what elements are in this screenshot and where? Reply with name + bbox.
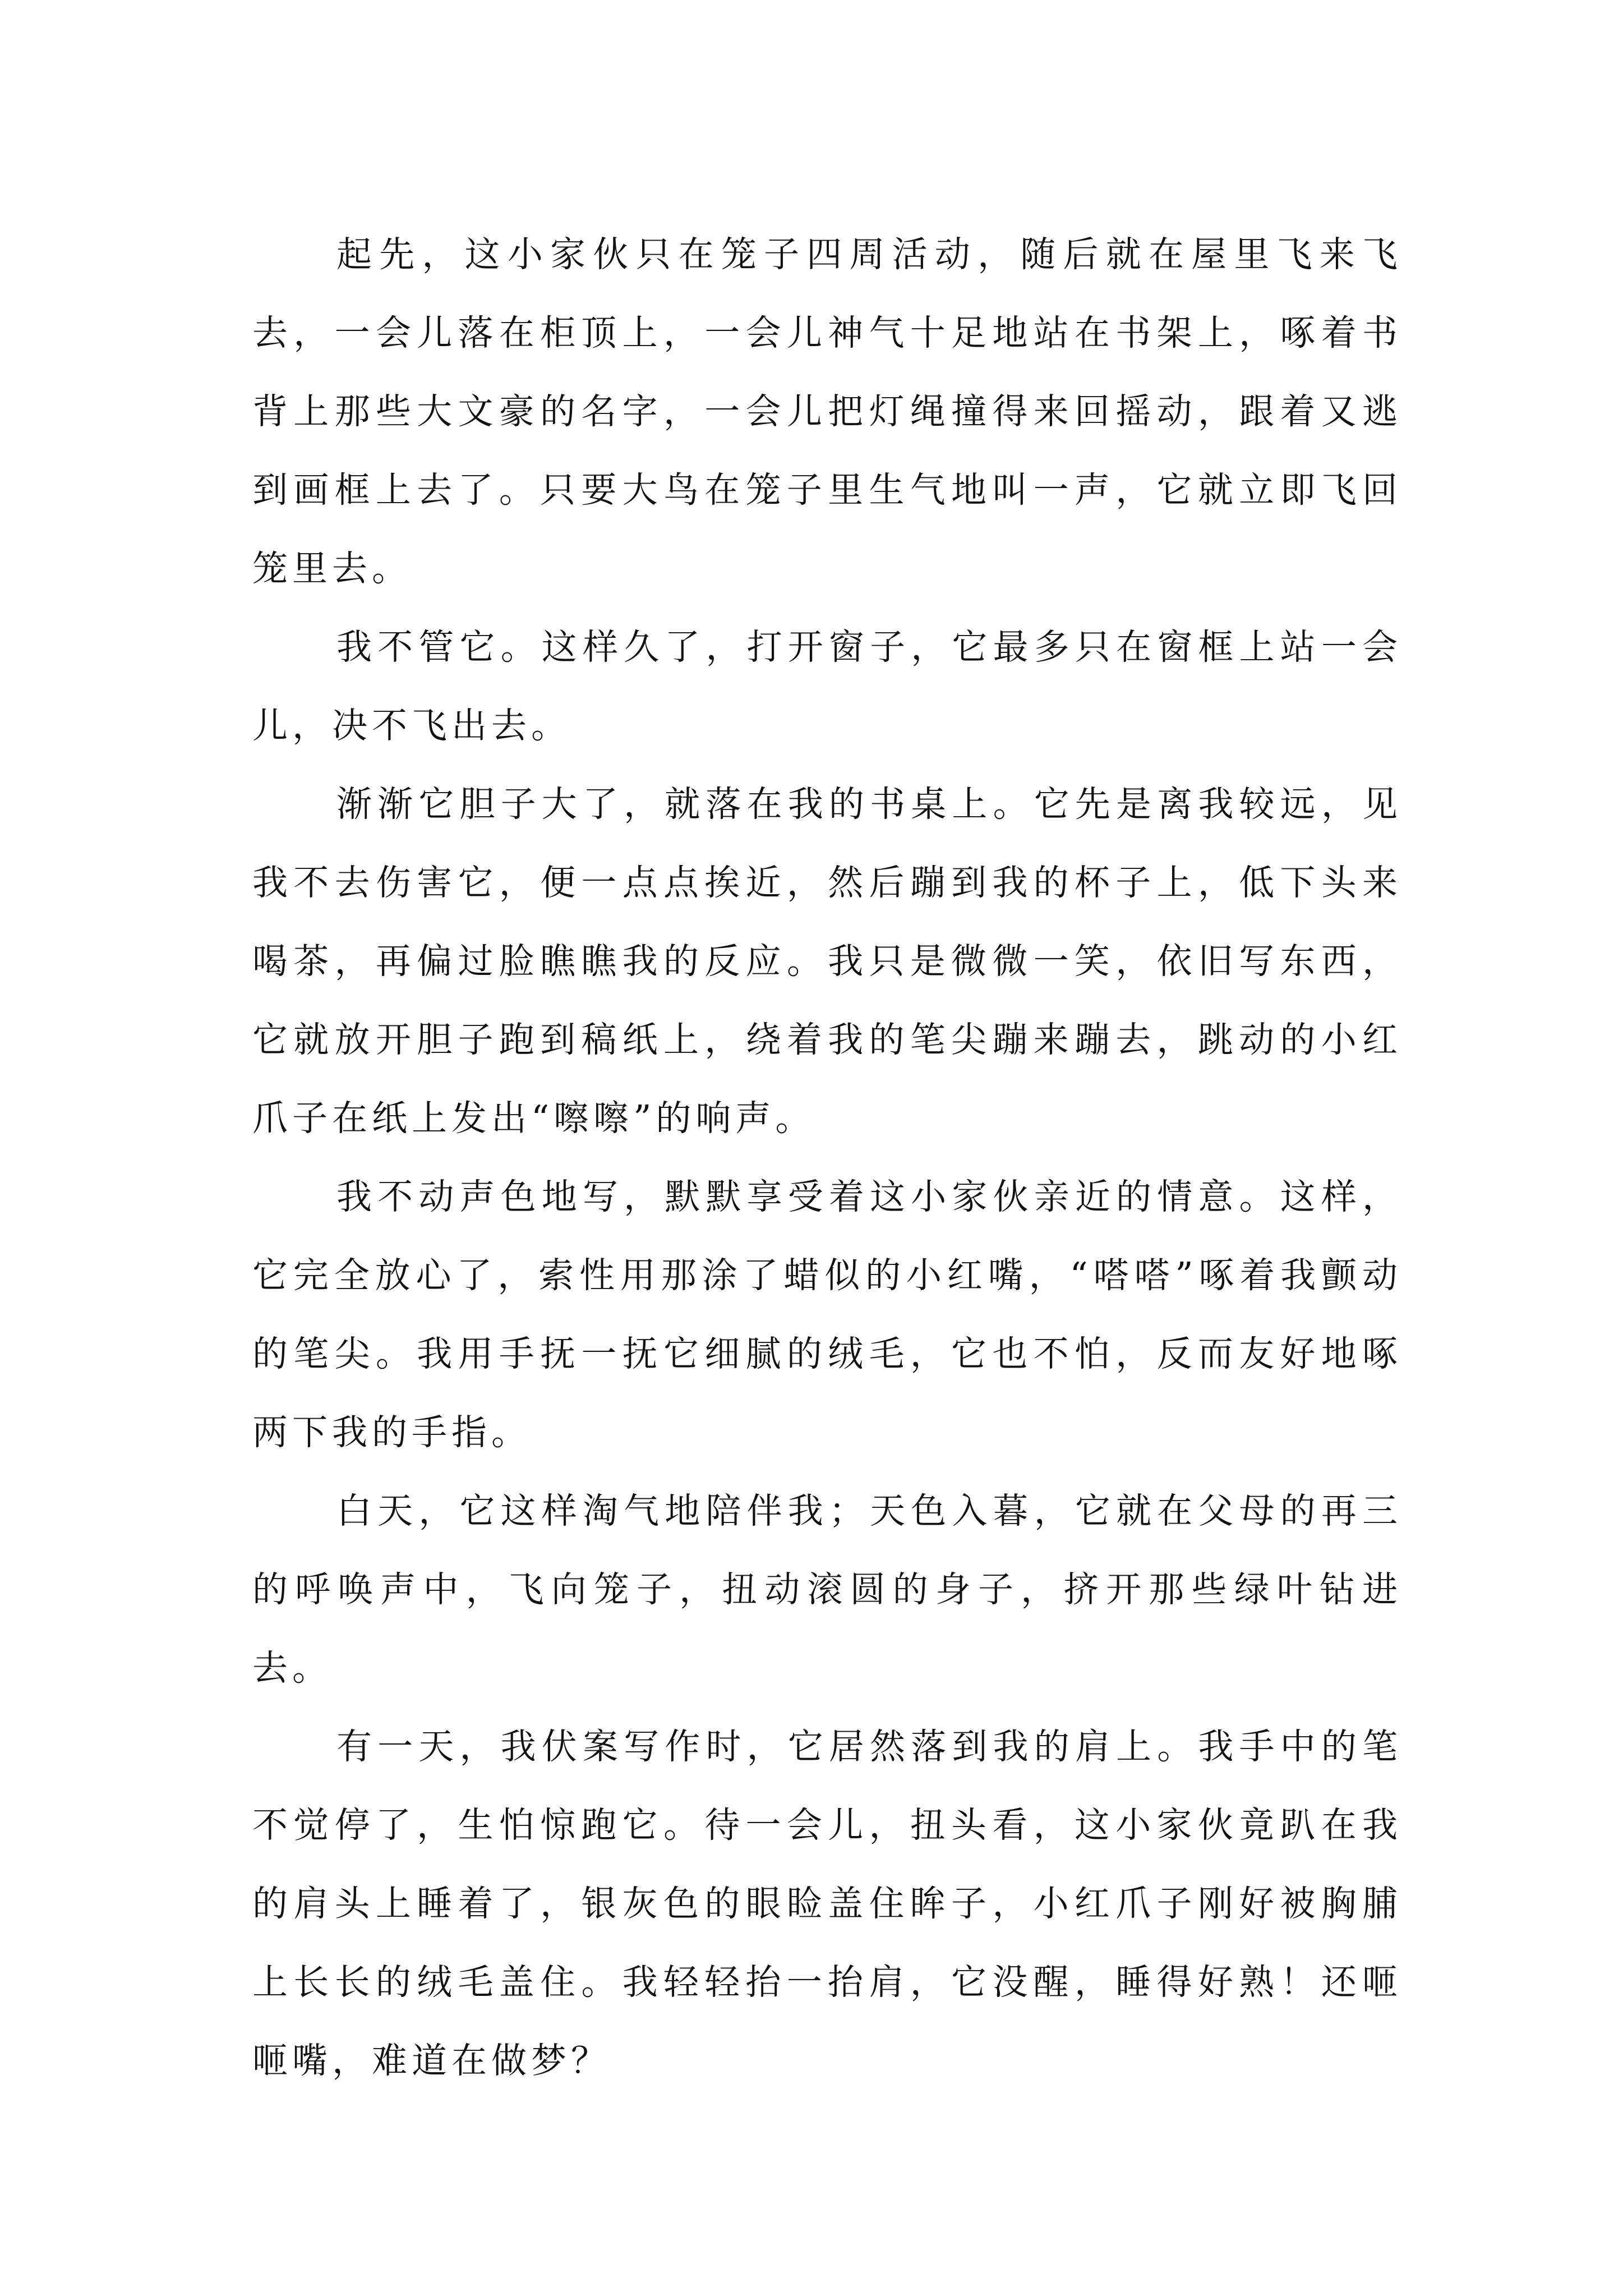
paragraph-1: 起先，这小家伙只在笼子四周活动，随后就在屋里飞来飞去，一会儿落在柜顶上，一会儿神气十足地站在书架上，啄着书背上那些大文豪的名字，一会儿把灯绳撞得来回摇动，跟着又逃到画框上去了。只要大鸟在笼子里生气地叫一声，它就立即飞回笼里去。 (252, 234, 1402, 589)
paragraph-6: 有一天，我伏案写作时，它居然落到我的肩上。我手中的笔不觉停了，生怕惊跑它。待一会儿，扭头看，这小家伙竟趴在我的肩头上睡着了，银灰色的眼睑盖住眸子，小红爪子刚好被胸脯上长长的绒毛盖住。我轻轻抬一抬肩，它没醒，睡得好熟！还咂咂嘴，难道在做梦？ (252, 1726, 1402, 2081)
paragraph-2: 我不管它。这样久了，打开窗子，它最多只在窗框上站一会儿，决不飞出去。 (252, 627, 1402, 746)
paragraph-3: 渐渐它胆子大了，就落在我的书桌上。它先是离我较远，见我不去伤害它，便一点点挨近，然后蹦到我的杯子上，低下头来喝茶，再偏过脸瞧瞧我的反应。我只是微微一笑，依旧写东西，它就放开胆子跑到稿纸上，绕着我的笔尖蹦来蹦去，跳动的小红爪子在纸上发出“嚓嚓”的响声。 (252, 784, 1402, 1139)
paragraph-4: 我不动声色地写，默默享受着这小家伙亲近的情意。这样，它完全放心了，索性用那涂了蜡似的小红嘴，“嗒嗒”啄着我颤动的笔尖。我用手抚一抚它细腻的绒毛，它也不怕，反而友好地啄两下我的手指。 (252, 1176, 1402, 1453)
body-text (252, 215, 1402, 2100)
paragraph-5: 白天，它这样淘气地陪伴我；天色入暮，它就在父母的再三的呼唤声中，飞向笼子，扭动滚圆的身子，挤开那些绿叶钻进去。 (252, 1490, 1402, 1688)
